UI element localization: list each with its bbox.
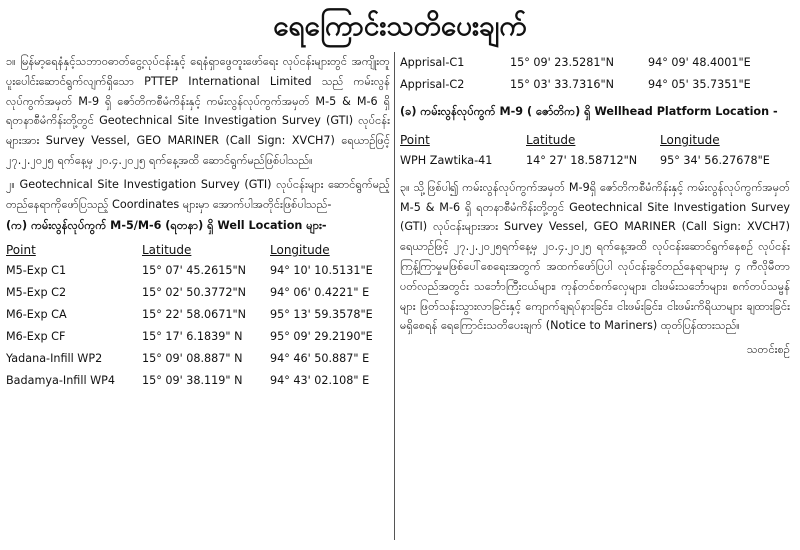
section-b-heading: (ခ) ကမ်းလွန်လုပ်ကွက် M-9 ( ဇော်တိက) ရှိ Wellhead Platform Location - [400, 105, 778, 118]
row-longitude: 94° 46' 50.887" E [270, 352, 370, 366]
row-latitude: 15° 22' 58.0671"N [142, 308, 247, 322]
header-point: Point [400, 132, 430, 147]
header-latitude: Latitude [526, 132, 576, 147]
row-latitude: 15° 09' 08.887" N [142, 352, 243, 366]
row-latitude: 15° 02' 50.3772"N [142, 286, 247, 300]
row-point: Apprisal-C2 [400, 78, 465, 91]
table-row [6, 348, 390, 370]
table-header-row [6, 240, 390, 260]
notice-title: ရေကြောင်းသတိပေးချက် [273, 9, 527, 42]
row-longitude: 95° 34' 56.27678"E [660, 153, 770, 167]
row-longitude: 94° 43' 02.108" E [270, 374, 370, 388]
row-latitude: 15° 17' 6.1839" N [142, 330, 243, 344]
signature: သတင်းစဉ် [746, 343, 790, 357]
row-point: WPH Zawtika-41 [400, 153, 493, 167]
table-row [400, 52, 790, 74]
section-a-heading: (က) ကမ်းလွန်လုပ်ကွက် M-5/M-6 (ရတနာ) ရှိ Well Location များ- [6, 219, 327, 233]
table-row [6, 326, 390, 348]
header-longitude: Longitude [270, 243, 330, 258]
row-latitude: 15° 09' 23.5281"N [510, 56, 615, 69]
row-point: M6-Exp CF [6, 330, 66, 344]
table-header-row [400, 130, 790, 150]
paragraph-1: ၁။ မြန်မာ့ရေနံနှင့်သဘာဝဓာတ်ငွေ့လုပ်ငန်းနှင့် ရေနံရှာဖွေတူးဖော်ရေး လုပ်ငန်းများတွင် အကျိုးတူ ပူးပေါင်းဆောင်ရွက်လျက်ရှိသော PTTEP International Limited သည် ကမ်းလွန်လုပ်ကွက်အမှတ် M-9 ရှိ ဇော်တိကစီမံကိန်းနှင့် ကမ်းလွန်လုပ်ကွက်အမှတ် M-5 & M-6 ရှိ ရတနာစီမံကိန်းတို့တွင် Geotechnical Site Investigation Survey (GTI) လုပ်ငန်းများအား Survey Vessel, GEO MARINER (Call Sign: XVCH7) ရေယာဉ်ဖြင့် ၂၇.၂.၂၀၂၅ ရက်နေ့မှ ၂၀.၄.၂၀၂၅ ရက်နေ့အထိ ဆောင်ရွက်မည်ဖြစ်ပါသည်။ [6, 55, 390, 167]
row-longitude: 94° 05' 35.7351"E [648, 78, 751, 91]
paragraph-3: ၃။ သို့ဖြစ်ပါ၍ ကမ်းလွန်လုပ်ကွက်အမှတ် M-9ရှိ ဇော်တိကစီမံကိန်းနှင့် ကမ်းလွန်လုပ်ကွက်အမှတ် M-5 & M-6 ရှိ ရတနာစီမံကိန်းတို့တွင် Geotechnical Site Investigation Survey (GTI) လုပ်ငန်းများအား Survey Vessel, GEO MARINER (Call Sign: XVCH7) ရေယာဉ်ဖြင့် ၂၇.၂.၂၀၂၅ရက်နေ့မှ ၂၀.၄.၂၀၂၅ ရက်နေ့အထိ လုပ်ငန်းဆောင်ရွက်နေစဉ် လုပ်ငန်းကြန့်ကြာမှုမဖြစ်ပေါ်စေရေးအတွက် အထက်ဖော်ပြပါ လုပ်ငန်းခွင်တည်နေရာများမှ ၄ ကီလိုမီတာ ပတ်လည်အတွင်း သင်္ဘောကြီးငယ်များ၊ ကုန်တင်စက်လှေများ၊ ငါးဖမ်းသင်္ဘောများ၊ စက်တပ်သမ္ဗန်များ ဖြတ်သန်းသွားလာခြင်းနှင့် ကျောက်ချရပ်နားခြင်း၊ ငါးဖမ်းခြင်း၊ ငါးဖမ်းကိရိယာများ ချထားခြင်းမရှိစေရန် ရေကြောင်းသတိပေးချက် (Notice to Mariners) ထုတ်ပြန်ထားသည်။ [400, 180, 790, 333]
row-point: M6-Exp CA [6, 308, 67, 322]
paragraph-2: ၂။ Geotechnical Site Investigation Survey (GTI) လုပ်ငန်းများ ဆောင်ရွက်မည့် တည်နေရာကိုဖော်ပြသည့် Coordinates များမှာ အောက်ပါအတိုင်းဖြစ်ပါသည်- [6, 177, 390, 211]
row-longitude: 94° 09' 48.4001"E [648, 56, 751, 69]
table-row [400, 150, 790, 172]
row-latitude: 15° 07' 45.2615"N [142, 264, 247, 278]
column-divider [394, 52, 395, 540]
row-latitude: 15° 09' 38.119" N [142, 374, 243, 388]
row-point: M5-Exp C2 [6, 286, 67, 300]
row-longitude: 94° 10' 10.5131"E [270, 264, 373, 278]
header-longitude: Longitude [660, 132, 720, 147]
appraisal-location-table [400, 52, 790, 96]
left-column [6, 52, 390, 392]
right-column [400, 52, 790, 360]
well-location-table [6, 240, 390, 392]
row-longitude: 94° 06' 0.4221" E [270, 286, 370, 300]
row-point: Badamya-Infill WP4 [6, 374, 116, 388]
row-point: Yadana-Infill WP2 [6, 352, 103, 366]
table-row [6, 304, 390, 326]
table-row [6, 282, 390, 304]
table-row [6, 370, 390, 392]
row-point: M5-Exp C1 [6, 264, 67, 278]
header-point: Point [6, 243, 36, 258]
table-row [400, 74, 790, 96]
row-latitude: 15° 03' 33.7316"N [510, 78, 615, 91]
wellhead-location-table [400, 130, 790, 172]
table-row [6, 260, 390, 282]
row-latitude: 14° 27' 18.58712"N [526, 153, 638, 167]
row-longitude: 95° 13' 59.3578"E [270, 308, 373, 322]
header-latitude: Latitude [142, 243, 192, 258]
row-longitude: 95° 09' 29.2190"E [270, 330, 373, 344]
row-point: Apprisal-C1 [400, 56, 465, 69]
